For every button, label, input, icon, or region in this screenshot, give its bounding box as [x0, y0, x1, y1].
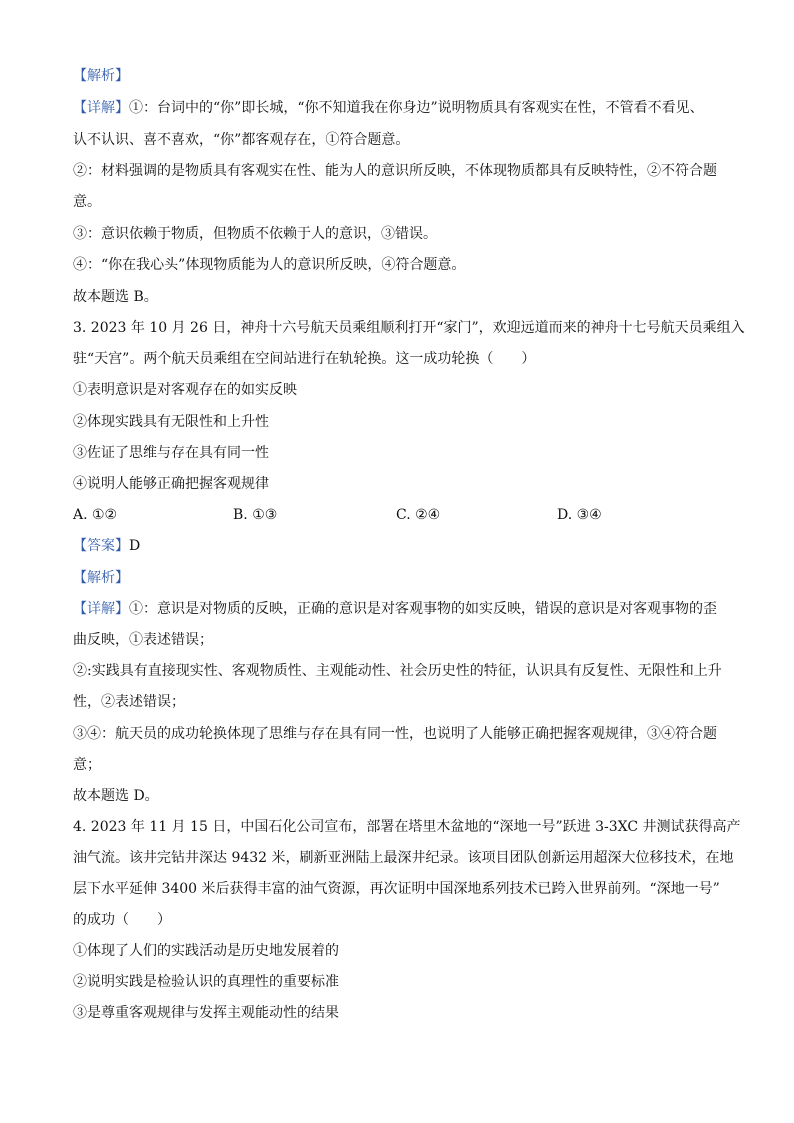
q3-item-1: ①表明意识是对客观存在的如实反映 [73, 382, 297, 398]
q4-stem-line-3: 层下水平延伸 3400 米后获得丰富的油气资源，再次证明中国深地系列技术已跨入世界前列。“深地一号” [73, 881, 720, 897]
q3-detail-line-5: ③④：航天员的成功轮换体现了思维与存在具有同一性，也说明了人能够正确把握客观规律，③④符合题 [73, 726, 717, 742]
q2-analysis-label: 【解析】 [73, 68, 129, 84]
q2-detail-line-4: 意。 [73, 194, 101, 210]
q4-stem-line-4: 的成功（ ） [73, 912, 171, 928]
q3-stem-line-2: 驻“天宫”。两个航天员乘组在空间站进行在轨轮换。这一成功轮换（ ） [73, 351, 536, 367]
q3-option-c: C. ②④ [396, 507, 441, 523]
q2-detail-line-3: ②：材料强调的是物质具有客观实在性、能为人的意识所反映，不体现物质都具有反映特性，②不符合题 [73, 163, 717, 179]
q4-stem-line-2: 油气流。该井完钻井深达 9432 米，刷新亚洲陆上最深井纪录。该项目团队创新运用超深大位移技术，在地 [73, 850, 734, 866]
q3-detail-line-6: 意； [73, 757, 101, 773]
q3-detail-text: ①：意识是对物质的反映，正确的意识是对客观事物的如实反映，错误的意识是对客观事物的歪 [129, 601, 717, 617]
q2-detail-line-2: 认不认识、喜不喜欢，“你”都客观存在，①符合题意。 [73, 132, 410, 148]
q2-conclusion: 故本题选 B。 [73, 289, 158, 305]
q3-option-d: D. ③④ [557, 507, 602, 523]
q4-item-3: ③是尊重客观规律与发挥主观能动性的结果 [73, 1005, 339, 1021]
q2-detail-text: ①：台词中的“你”即长城，“你不知道我在你身边”说明物质具有客观实在性，不管看不看见、 [129, 100, 704, 116]
q3-analysis-heading [73, 569, 129, 587]
q3-option-b: B. ①③ [233, 507, 278, 523]
q2-detail-line-1 [73, 99, 704, 117]
q3-item-2: ②体现实践具有无限性和上升性 [73, 414, 269, 430]
q3-answer-label: 【答案】 [73, 538, 129, 554]
q3-answer-value: D [129, 538, 141, 554]
q3-detail-line-3: ②:实践具有直接现实性、客观物质性、主观能动性、社会历史性的特征，认识具有反复性、无限性和上升 [73, 663, 722, 679]
q3-item-4: ④说明人能够正确把握客观规律 [73, 476, 269, 492]
q3-detail-line-1 [73, 600, 717, 618]
q4-item-2: ②说明实践是检验认识的真理性的重要标准 [73, 974, 339, 990]
q4-stem-line-1: 4. 2023 年 11 月 15 日，中国石化公司宣布，部署在塔里木盆地的“深地一号”跃进 3-3XC 井测试获得高产 [73, 819, 741, 835]
q2-detail-label: 【详解】 [73, 100, 129, 116]
q3-detail-label: 【详解】 [73, 601, 129, 617]
q3-option-a: A. ①② [73, 507, 118, 523]
q3-answer-line [73, 537, 140, 555]
q3-analysis-label: 【解析】 [73, 570, 129, 586]
q3-conclusion: 故本题选 D。 [73, 788, 159, 804]
q3-stem-line-1: 3. 2023 年 10 月 26 日，神舟十六号航天员乘组顺利打开“家门”，欢迎远道而来的神舟十七号航天员乘组入 [73, 320, 745, 336]
q2-analysis-heading [73, 67, 129, 85]
q2-detail-line-5: ③：意识依赖于物质，但物质不依赖于人的意识，③错误。 [73, 226, 437, 242]
q3-detail-line-2: 曲反映，①表述错误； [73, 632, 213, 648]
q4-item-1: ①体现了人们的实践活动是历史地发展着的 [73, 943, 339, 959]
q3-item-3: ③佐证了思维与存在具有同一性 [73, 445, 269, 461]
q3-detail-line-4: 性，②表述错误； [73, 694, 185, 710]
q2-detail-line-6: ④：“你在我心头”体现物质能为人的意识所反映，④符合题意。 [73, 257, 466, 273]
